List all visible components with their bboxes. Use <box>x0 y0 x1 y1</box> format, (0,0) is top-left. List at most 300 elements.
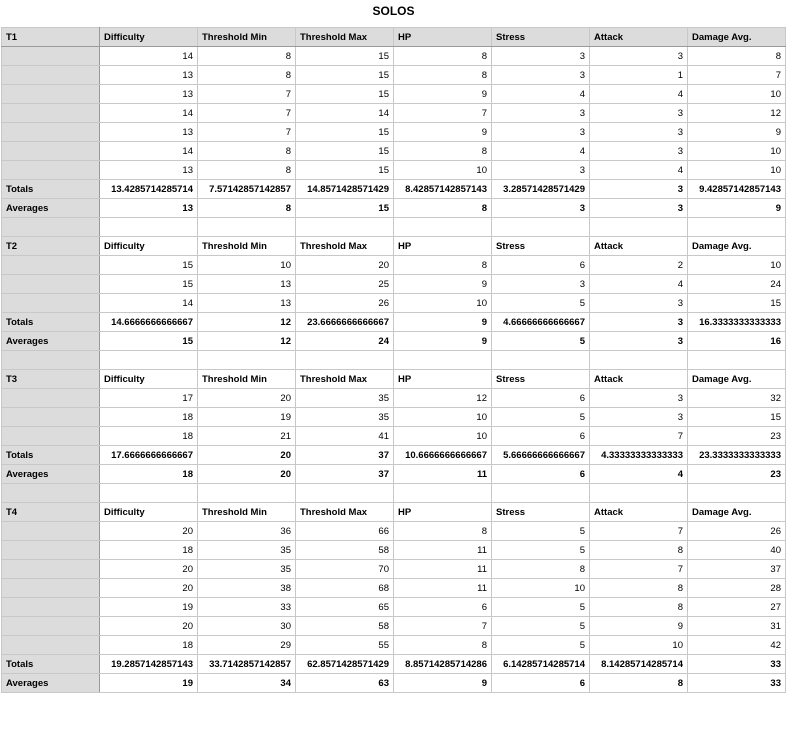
totals-cell[interactable]: 8.42857142857143 <box>394 180 492 199</box>
data-cell[interactable]: 10 <box>198 256 296 275</box>
averages-cell[interactable]: 8 <box>394 199 492 218</box>
data-cell[interactable]: 7 <box>394 104 492 123</box>
column-header-cell[interactable]: HP <box>394 28 492 47</box>
averages-cell[interactable]: 8 <box>198 199 296 218</box>
averages-cell[interactable]: 3 <box>492 199 590 218</box>
data-cell[interactable]: 14 <box>100 104 198 123</box>
column-header-cell[interactable]: HP <box>394 237 492 256</box>
data-cell[interactable]: 1 <box>590 66 688 85</box>
data-cell[interactable]: 3 <box>492 104 590 123</box>
column-header-cell[interactable]: Damage Avg. <box>688 237 786 256</box>
column-header-cell[interactable]: HP <box>394 370 492 389</box>
averages-row <box>2 199 786 218</box>
data-cell[interactable]: 13 <box>100 123 198 142</box>
data-cell[interactable]: 40 <box>688 541 786 560</box>
column-header-cell[interactable]: Difficulty <box>100 28 198 47</box>
data-cell[interactable]: 3 <box>590 389 688 408</box>
row-label-cell[interactable] <box>2 85 100 104</box>
column-header-cell[interactable]: Attack <box>590 237 688 256</box>
totals-cell[interactable]: 8.14285714285714 <box>590 655 688 674</box>
data-cell[interactable]: 3 <box>492 66 590 85</box>
column-header-cell[interactable]: Threshold Max <box>296 370 394 389</box>
column-header-cell[interactable]: Threshold Min <box>198 370 296 389</box>
data-cell[interactable]: 19 <box>100 598 198 617</box>
row-label-cell[interactable] <box>2 522 100 541</box>
averages-label-cell[interactable]: Averages <box>2 332 100 351</box>
data-cell[interactable]: 14 <box>100 47 198 66</box>
row-label-cell[interactable] <box>2 123 100 142</box>
totals-cell[interactable]: 13.4285714285714 <box>100 180 198 199</box>
column-header-cell[interactable]: Attack <box>590 28 688 47</box>
column-header-cell[interactable]: Threshold Max <box>296 237 394 256</box>
totals-cell[interactable]: 33 <box>688 655 786 674</box>
data-cell[interactable]: 15 <box>296 142 394 161</box>
averages-cell[interactable]: 6 <box>492 674 590 693</box>
totals-label-cell[interactable]: Totals <box>2 180 100 199</box>
blank-cell[interactable] <box>296 218 394 237</box>
data-cell[interactable]: 35 <box>198 560 296 579</box>
data-cell[interactable]: 3 <box>492 47 590 66</box>
data-cell[interactable]: 2 <box>590 256 688 275</box>
table-row <box>2 294 786 313</box>
data-cell[interactable]: 6 <box>492 427 590 446</box>
data-cell[interactable]: 13 <box>100 85 198 104</box>
row-label-cell[interactable] <box>2 66 100 85</box>
data-cell[interactable]: 4 <box>590 85 688 104</box>
blank-row <box>2 351 786 370</box>
totals-label-cell[interactable]: Totals <box>2 655 100 674</box>
data-cell[interactable]: 66 <box>296 522 394 541</box>
data-cell[interactable]: 20 <box>100 522 198 541</box>
totals-cell[interactable]: 7.57142857142857 <box>198 180 296 199</box>
data-cell[interactable]: 4 <box>590 161 688 180</box>
tier-header-row <box>2 503 786 522</box>
blank-cell[interactable] <box>198 351 296 370</box>
table-row <box>2 617 786 636</box>
data-cell[interactable]: 13 <box>100 161 198 180</box>
data-cell[interactable]: 8 <box>394 522 492 541</box>
totals-cell[interactable]: 14.8571428571429 <box>296 180 394 199</box>
data-cell[interactable]: 28 <box>688 579 786 598</box>
column-header-cell[interactable]: Damage Avg. <box>688 370 786 389</box>
totals-row <box>2 180 786 199</box>
row-label-cell[interactable] <box>2 275 100 294</box>
data-cell[interactable]: 8 <box>198 161 296 180</box>
data-cell[interactable]: 20 <box>100 617 198 636</box>
totals-cell[interactable]: 6.14285714285714 <box>492 655 590 674</box>
data-cell[interactable]: 11 <box>394 560 492 579</box>
data-cell[interactable]: 10 <box>394 427 492 446</box>
tier-header-row <box>2 28 786 47</box>
data-cell[interactable]: 7 <box>688 66 786 85</box>
data-cell[interactable]: 9 <box>590 617 688 636</box>
data-cell[interactable]: 8 <box>492 560 590 579</box>
data-cell[interactable]: 10 <box>492 579 590 598</box>
averages-cell[interactable]: 18 <box>100 465 198 484</box>
data-cell[interactable]: 7 <box>198 123 296 142</box>
row-label-cell[interactable] <box>2 161 100 180</box>
data-cell[interactable]: 27 <box>688 598 786 617</box>
row-label-cell[interactable] <box>2 389 100 408</box>
blank-cell[interactable] <box>198 218 296 237</box>
table-row <box>2 522 786 541</box>
totals-cell[interactable]: 62.8571428571429 <box>296 655 394 674</box>
data-cell[interactable]: 18 <box>100 636 198 655</box>
averages-cell[interactable]: 33 <box>688 674 786 693</box>
data-cell[interactable]: 13 <box>198 294 296 313</box>
data-cell[interactable]: 70 <box>296 560 394 579</box>
blank-cell[interactable] <box>394 484 492 503</box>
data-cell[interactable]: 3 <box>492 123 590 142</box>
tier-label-cell[interactable]: T4 <box>2 503 100 522</box>
tier-label-cell[interactable]: T1 <box>2 28 100 47</box>
data-cell[interactable]: 9 <box>394 275 492 294</box>
row-label-cell[interactable] <box>2 560 100 579</box>
table-row <box>2 541 786 560</box>
data-cell[interactable]: 8 <box>198 47 296 66</box>
blank-cell[interactable] <box>590 218 688 237</box>
data-cell[interactable]: 15 <box>100 275 198 294</box>
averages-cell[interactable]: 16 <box>688 332 786 351</box>
data-cell[interactable]: 5 <box>492 541 590 560</box>
data-cell[interactable]: 7 <box>394 617 492 636</box>
totals-cell[interactable]: 16.3333333333333 <box>688 313 786 332</box>
averages-cell[interactable]: 15 <box>296 199 394 218</box>
data-cell[interactable]: 58 <box>296 541 394 560</box>
data-cell[interactable]: 33 <box>198 598 296 617</box>
data-cell[interactable]: 5 <box>492 617 590 636</box>
averages-cell[interactable]: 34 <box>198 674 296 693</box>
data-cell[interactable]: 17 <box>100 389 198 408</box>
column-header-cell[interactable]: Damage Avg. <box>688 28 786 47</box>
column-header-cell[interactable]: Stress <box>492 370 590 389</box>
column-header-cell[interactable]: Attack <box>590 370 688 389</box>
data-cell[interactable]: 26 <box>296 294 394 313</box>
averages-cell[interactable]: 63 <box>296 674 394 693</box>
data-cell[interactable]: 18 <box>100 408 198 427</box>
data-cell[interactable]: 10 <box>590 636 688 655</box>
data-cell[interactable]: 32 <box>688 389 786 408</box>
averages-cell[interactable]: 9 <box>688 199 786 218</box>
row-label-cell[interactable] <box>2 541 100 560</box>
data-cell[interactable]: 6 <box>492 389 590 408</box>
averages-cell[interactable]: 3 <box>590 332 688 351</box>
blank-cell[interactable] <box>492 351 590 370</box>
data-cell[interactable]: 8 <box>688 47 786 66</box>
data-cell[interactable]: 8 <box>394 47 492 66</box>
data-cell[interactable]: 11 <box>394 579 492 598</box>
data-cell[interactable]: 35 <box>296 408 394 427</box>
averages-cell[interactable]: 8 <box>590 674 688 693</box>
data-cell[interactable]: 42 <box>688 636 786 655</box>
blank-cell[interactable] <box>394 218 492 237</box>
data-cell[interactable]: 5 <box>492 598 590 617</box>
data-cell[interactable]: 18 <box>100 541 198 560</box>
averages-label-cell[interactable]: Averages <box>2 465 100 484</box>
averages-cell[interactable]: 37 <box>296 465 394 484</box>
totals-cell[interactable]: 9.42857142857143 <box>688 180 786 199</box>
data-cell[interactable]: 6 <box>394 598 492 617</box>
data-cell[interactable]: 24 <box>688 275 786 294</box>
table-row <box>2 598 786 617</box>
averages-cell[interactable]: 24 <box>296 332 394 351</box>
totals-cell[interactable]: 23.3333333333333 <box>688 446 786 465</box>
blank-cell[interactable] <box>296 484 394 503</box>
data-cell[interactable]: 25 <box>296 275 394 294</box>
data-cell[interactable]: 15 <box>296 161 394 180</box>
data-cell[interactable]: 15 <box>296 66 394 85</box>
data-cell[interactable]: 19 <box>198 408 296 427</box>
data-cell[interactable]: 10 <box>688 161 786 180</box>
data-cell[interactable]: 36 <box>198 522 296 541</box>
data-cell[interactable]: 9 <box>688 123 786 142</box>
data-cell[interactable]: 7 <box>590 522 688 541</box>
data-cell[interactable]: 18 <box>100 427 198 446</box>
data-cell[interactable]: 29 <box>198 636 296 655</box>
totals-cell[interactable]: 20 <box>198 446 296 465</box>
data-cell[interactable]: 5 <box>492 408 590 427</box>
data-cell[interactable]: 11 <box>394 541 492 560</box>
averages-cell[interactable]: 4 <box>590 465 688 484</box>
data-cell[interactable]: 10 <box>688 256 786 275</box>
data-cell[interactable]: 3 <box>590 123 688 142</box>
data-cell[interactable]: 10 <box>394 408 492 427</box>
row-label-cell[interactable] <box>2 256 100 275</box>
data-cell[interactable]: 14 <box>100 142 198 161</box>
table-row <box>2 275 786 294</box>
averages-cell[interactable]: 9 <box>394 332 492 351</box>
data-cell[interactable]: 3 <box>590 47 688 66</box>
data-cell[interactable]: 13 <box>198 275 296 294</box>
data-cell[interactable]: 15 <box>688 408 786 427</box>
data-cell[interactable]: 8 <box>394 636 492 655</box>
averages-label-cell[interactable]: Averages <box>2 199 100 218</box>
row-label-cell[interactable] <box>2 427 100 446</box>
tier-label-cell[interactable]: T3 <box>2 370 100 389</box>
data-cell[interactable]: 8 <box>590 598 688 617</box>
averages-cell[interactable]: 23 <box>688 465 786 484</box>
averages-cell[interactable]: 15 <box>100 332 198 351</box>
solos-table <box>1 27 786 693</box>
data-cell[interactable]: 7 <box>590 427 688 446</box>
data-cell[interactable]: 8 <box>394 256 492 275</box>
data-cell[interactable]: 9 <box>394 123 492 142</box>
column-header-cell[interactable]: Damage Avg. <box>688 503 786 522</box>
totals-label-cell[interactable]: Totals <box>2 313 100 332</box>
blank-cell[interactable] <box>2 351 100 370</box>
averages-cell[interactable]: 20 <box>198 465 296 484</box>
blank-cell[interactable] <box>688 484 786 503</box>
blank-cell[interactable] <box>688 218 786 237</box>
totals-cell[interactable]: 19.2857142857143 <box>100 655 198 674</box>
averages-cell[interactable]: 6 <box>492 465 590 484</box>
averages-cell[interactable]: 5 <box>492 332 590 351</box>
data-cell[interactable]: 3 <box>492 275 590 294</box>
data-cell[interactable]: 9 <box>394 85 492 104</box>
blank-cell[interactable] <box>100 351 198 370</box>
totals-cell[interactable]: 5.66666666666667 <box>492 446 590 465</box>
data-cell[interactable]: 41 <box>296 427 394 446</box>
blank-cell[interactable] <box>590 484 688 503</box>
averages-cell[interactable]: 19 <box>100 674 198 693</box>
totals-cell[interactable]: 23.6666666666667 <box>296 313 394 332</box>
data-cell[interactable]: 15 <box>296 47 394 66</box>
data-cell[interactable]: 7 <box>198 85 296 104</box>
data-cell[interactable]: 3 <box>492 161 590 180</box>
data-cell[interactable]: 4 <box>492 85 590 104</box>
blank-cell[interactable] <box>100 484 198 503</box>
data-cell[interactable]: 10 <box>688 85 786 104</box>
data-cell[interactable]: 8 <box>590 579 688 598</box>
averages-cell[interactable]: 11 <box>394 465 492 484</box>
averages-label-cell[interactable]: Averages <box>2 674 100 693</box>
totals-cell[interactable]: 3 <box>590 180 688 199</box>
data-cell[interactable]: 8 <box>198 142 296 161</box>
data-cell[interactable]: 13 <box>100 66 198 85</box>
data-cell[interactable]: 14 <box>296 104 394 123</box>
data-cell[interactable]: 38 <box>198 579 296 598</box>
tier-label-cell[interactable]: T2 <box>2 237 100 256</box>
data-cell[interactable]: 3 <box>590 408 688 427</box>
totals-cell[interactable]: 12 <box>198 313 296 332</box>
table-row <box>2 427 786 446</box>
blank-cell[interactable] <box>296 351 394 370</box>
averages-cell[interactable]: 9 <box>394 674 492 693</box>
column-header-cell[interactable]: Stress <box>492 503 590 522</box>
totals-cell[interactable]: 37 <box>296 446 394 465</box>
data-cell[interactable]: 7 <box>198 104 296 123</box>
row-label-cell[interactable] <box>2 47 100 66</box>
data-cell[interactable]: 30 <box>198 617 296 636</box>
table-row <box>2 66 786 85</box>
blank-cell[interactable] <box>198 484 296 503</box>
totals-cell[interactable]: 4.33333333333333 <box>590 446 688 465</box>
table-row <box>2 161 786 180</box>
data-cell[interactable]: 10 <box>688 142 786 161</box>
data-cell[interactable]: 8 <box>394 142 492 161</box>
totals-row <box>2 446 786 465</box>
data-cell[interactable]: 35 <box>296 389 394 408</box>
averages-cell[interactable]: 12 <box>198 332 296 351</box>
column-header-cell[interactable]: Difficulty <box>100 370 198 389</box>
totals-cell[interactable]: 8.85714285714286 <box>394 655 492 674</box>
blank-cell[interactable] <box>492 218 590 237</box>
data-cell[interactable]: 3 <box>590 104 688 123</box>
column-header-cell[interactable]: Attack <box>590 503 688 522</box>
data-cell[interactable]: 8 <box>198 66 296 85</box>
data-cell[interactable]: 20 <box>100 560 198 579</box>
blank-cell[interactable] <box>590 351 688 370</box>
column-header-cell[interactable]: Stress <box>492 28 590 47</box>
data-cell[interactable]: 55 <box>296 636 394 655</box>
column-header-cell[interactable]: Stress <box>492 237 590 256</box>
row-label-cell[interactable] <box>2 294 100 313</box>
column-header-cell[interactable]: Threshold Max <box>296 503 394 522</box>
table-row <box>2 560 786 579</box>
data-cell[interactable]: 10 <box>394 294 492 313</box>
column-header-cell[interactable]: Threshold Min <box>198 28 296 47</box>
row-label-cell[interactable] <box>2 617 100 636</box>
blank-cell[interactable] <box>2 218 100 237</box>
data-cell[interactable]: 8 <box>590 541 688 560</box>
data-cell[interactable]: 15 <box>688 294 786 313</box>
blank-cell[interactable] <box>100 218 198 237</box>
column-header-cell[interactable]: Difficulty <box>100 237 198 256</box>
column-header-cell[interactable]: Difficulty <box>100 503 198 522</box>
data-cell[interactable]: 5 <box>492 522 590 541</box>
data-cell[interactable]: 15 <box>296 85 394 104</box>
averages-cell[interactable]: 13 <box>100 199 198 218</box>
totals-cell[interactable]: 14.6666666666667 <box>100 313 198 332</box>
blank-cell[interactable] <box>688 351 786 370</box>
data-cell[interactable]: 21 <box>198 427 296 446</box>
column-header-cell[interactable]: Threshold Min <box>198 503 296 522</box>
data-cell[interactable]: 8 <box>394 66 492 85</box>
data-cell[interactable]: 68 <box>296 579 394 598</box>
data-cell[interactable]: 26 <box>688 522 786 541</box>
data-cell[interactable]: 12 <box>394 389 492 408</box>
totals-cell[interactable]: 17.6666666666667 <box>100 446 198 465</box>
averages-cell[interactable]: 3 <box>590 199 688 218</box>
data-cell[interactable]: 15 <box>100 256 198 275</box>
blank-cell[interactable] <box>394 351 492 370</box>
row-label-cell[interactable] <box>2 408 100 427</box>
sheet-title: SOLOS <box>372 4 415 18</box>
totals-cell[interactable]: 4.66666666666667 <box>492 313 590 332</box>
column-header-cell[interactable]: HP <box>394 503 492 522</box>
data-cell[interactable]: 12 <box>688 104 786 123</box>
data-cell[interactable]: 4 <box>590 275 688 294</box>
totals-label-cell[interactable]: Totals <box>2 446 100 465</box>
row-label-cell[interactable] <box>2 579 100 598</box>
totals-row <box>2 655 786 674</box>
data-cell[interactable]: 20 <box>198 389 296 408</box>
data-cell[interactable]: 3 <box>590 294 688 313</box>
data-cell[interactable]: 35 <box>198 541 296 560</box>
averages-row <box>2 332 786 351</box>
data-cell[interactable]: 6 <box>492 256 590 275</box>
data-cell[interactable]: 23 <box>688 427 786 446</box>
blank-cell[interactable] <box>492 484 590 503</box>
data-cell[interactable]: 3 <box>590 142 688 161</box>
data-cell[interactable]: 31 <box>688 617 786 636</box>
totals-cell[interactable]: 3 <box>590 313 688 332</box>
column-header-cell[interactable]: Threshold Min <box>198 237 296 256</box>
data-cell[interactable]: 20 <box>100 579 198 598</box>
blank-cell[interactable] <box>2 484 100 503</box>
data-cell[interactable]: 58 <box>296 617 394 636</box>
totals-cell[interactable]: 10.6666666666667 <box>394 446 492 465</box>
totals-cell[interactable]: 3.28571428571429 <box>492 180 590 199</box>
data-cell[interactable]: 37 <box>688 560 786 579</box>
row-label-cell[interactable] <box>2 636 100 655</box>
data-cell[interactable]: 5 <box>492 636 590 655</box>
totals-cell[interactable]: 9 <box>394 313 492 332</box>
row-label-cell[interactable] <box>2 104 100 123</box>
data-cell[interactable]: 4 <box>492 142 590 161</box>
totals-cell[interactable]: 33.7142857142857 <box>198 655 296 674</box>
data-cell[interactable]: 65 <box>296 598 394 617</box>
column-header-cell[interactable]: Threshold Max <box>296 28 394 47</box>
data-cell[interactable]: 20 <box>296 256 394 275</box>
data-cell[interactable]: 10 <box>394 161 492 180</box>
data-cell[interactable]: 15 <box>296 123 394 142</box>
row-label-cell[interactable] <box>2 598 100 617</box>
data-cell[interactable]: 5 <box>492 294 590 313</box>
row-label-cell[interactable] <box>2 142 100 161</box>
data-cell[interactable]: 7 <box>590 560 688 579</box>
data-cell[interactable]: 14 <box>100 294 198 313</box>
